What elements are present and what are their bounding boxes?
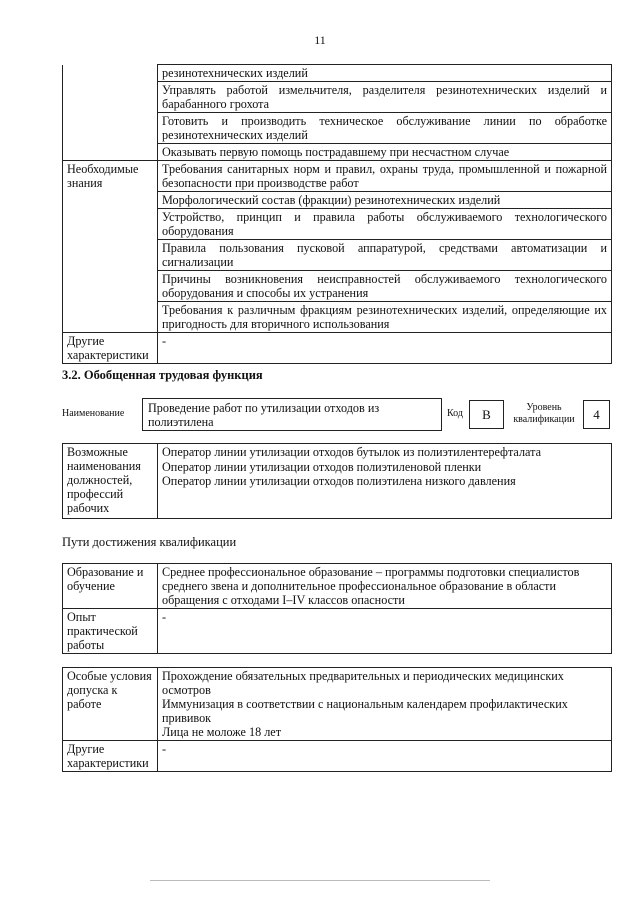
skills-knowledge-table: [62, 64, 612, 364]
table-cell: Причины возникновения неисправностей обслуживаемого технологического оборудования и способы их устранения: [158, 271, 612, 302]
conditions-list: [158, 668, 612, 741]
education-value: Среднее профессиональное образование – программы подготовки специалистов среднего звена и дополнительное профессиональное образование в области обращения с отходами I–IV классов опасности: [158, 564, 612, 609]
table-cell: Управлять работой измельчителя, разделителя резинотехнических изделий и барабанного грохота: [158, 82, 612, 113]
condition-item: Лица не моложе 18 лет: [162, 725, 282, 739]
table-cell: Правила пользования пусковой аппаратурой, средствами автоматизации и сигнализации: [158, 240, 612, 271]
table-cell: Требования к различным фракциям резинотехнических изделий, определяющие их пригодность для вторичного использования: [158, 302, 612, 333]
conditions-row: [63, 668, 612, 741]
table-row: [63, 161, 612, 192]
level-label: Уровень квалификации: [513, 402, 575, 425]
section-title: 3.2. Обобщенная трудовая функция: [62, 368, 263, 382]
other-characteristics-label: Другие характеристики: [63, 741, 158, 772]
row-label: Другие характеристики: [63, 333, 158, 364]
page-number: 11: [314, 33, 326, 47]
other-characteristics-row: [63, 741, 612, 772]
table-cell: Оказывать первую помощь пострадавшему при несчастном случае: [158, 144, 612, 161]
table-cell: -: [158, 333, 612, 364]
table-row: [63, 333, 612, 364]
function-name-value: Проведение работ по утилизации отходов из полиэтилена: [148, 401, 380, 429]
experience-value: -: [158, 609, 612, 654]
condition-item: Иммунизация в соответствии с национальным календарем профилактических прививок: [162, 697, 568, 725]
positions-label: Возможные наименования должностей, профессий рабочих: [63, 444, 158, 519]
conditions-table: [62, 667, 612, 772]
position-item: Оператор линии утилизации отходов полиэтиленовой пленки: [162, 459, 482, 474]
code-label: Код: [447, 408, 463, 419]
education-label: Образование и обучение: [63, 564, 158, 609]
code-value: В: [482, 407, 491, 422]
level-value-box: [583, 400, 610, 429]
row-label: [63, 65, 158, 161]
education-row: [63, 564, 612, 609]
name-label: Наименование: [62, 408, 125, 419]
education-table: [62, 563, 612, 654]
table-cell: Морфологический состав (фракции) резинотехнических изделий: [158, 192, 612, 209]
table-cell: резинотехнических изделий: [158, 65, 612, 82]
positions-list: [158, 444, 612, 519]
condition-item: Прохождение обязательных предварительных и периодических медицинских осмотров: [162, 669, 564, 697]
position-item: Оператор линии утилизации отходов полиэтилена низкого давления: [162, 474, 516, 488]
scan-edge-line: [150, 880, 490, 881]
paths-title: Пути достижения квалификации: [62, 535, 237, 549]
table-cell: Готовить и производить техническое обслуживание линии по обработке резинотехнических изделий: [158, 113, 612, 144]
position-item: Оператор линии утилизации отходов бутылок из полиэтилентерефталата: [162, 445, 542, 459]
conditions-label: Особые условия допуска к работе: [63, 668, 158, 741]
table-cell: Устройство, принцип и правила работы обслуживаемого технологического оборудования: [158, 209, 612, 240]
function-name-box: [142, 398, 442, 431]
positions-table: [62, 443, 612, 519]
other-characteristics-value: -: [158, 741, 612, 772]
level-value: 4: [593, 407, 600, 422]
table-cell: Требования санитарных норм и правил, охраны труда, промышленной и пожарной безопасности при производстве работ: [158, 161, 612, 192]
code-value-box: [469, 400, 504, 429]
experience-row: [63, 609, 612, 654]
experience-label: Опыт практической работы: [63, 609, 158, 654]
table-row: [63, 65, 612, 82]
positions-row: [63, 444, 612, 519]
row-label: Необходимые знания: [63, 161, 158, 333]
